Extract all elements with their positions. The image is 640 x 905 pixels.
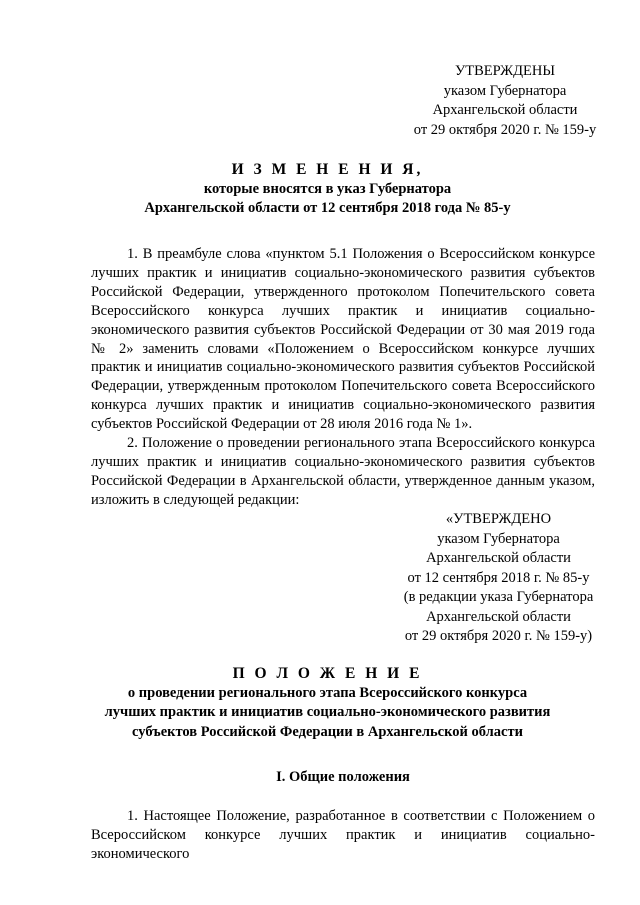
- regulation-title: [90, 664, 565, 742]
- section-paragraphs: [91, 807, 595, 864]
- changes-title-line-2: которые вносятся в указ Губернатора: [203, 180, 452, 197]
- approval-stamp-2: [386, 510, 611, 647]
- approval-line-3: Архангельской области: [432, 102, 578, 118]
- approval2-line-6: Архангельской области: [426, 608, 571, 625]
- approval2-line-1: «УТВЕРЖДЕНО: [445, 511, 552, 527]
- section-heading: I. Общие положения: [276, 769, 410, 785]
- changes-title: [90, 160, 565, 219]
- amendment-paragraphs: [91, 245, 595, 510]
- approval2-line-3: Архангельской области: [426, 550, 571, 566]
- regulation-title-line-4: субъектов Российской Федерации в Архангельской области: [132, 723, 523, 740]
- amendment-paragraph-1: 1. В преамбуле слова «пунктом 5.1 Положения о Всероссийском конкурсе лучших практик и инициатив социально-экономического развития субъектов Российской Федерации, утвержденного протоколом Попечительского совета Всероссийского конкурса лучших практик и инициатив социально-экономического развития субъектов Российской Федерации от 30 мая 2019 года № 2» заменить словами «Положением о Всероссийском конкурсе лучших практик и инициатив социально-экономического развития субъектов Российской Федерации, утвержденным протоколом Попечительского совета Всероссийского конкурса лучших практик и инициатив социально-экономического развития субъектов Российской Федерации от 28 июля 2016 года № 1».: [91, 246, 595, 433]
- regulation-title-line-2: о проведении регионального этапа Всероссийского конкурса: [127, 684, 528, 701]
- approval-stamp: [390, 62, 620, 140]
- approval2-line-4: от 12 сентября 2018 г. № 85-у: [407, 569, 590, 586]
- changes-title-heading: И З М Е Н Е Н И Я,: [231, 161, 424, 178]
- approval2-line-2: указом Губернатора: [437, 530, 560, 547]
- regulation-title-line-3: лучших практик и инициатив социально-экономического развития: [104, 704, 551, 720]
- approval-line-1: УТВЕРЖДЕНЫ: [454, 63, 556, 79]
- section-paragraph-1: 1. Настоящее Положение, разработанное в соответствии с Положением о Всероссийском конкурсе лучших практик и инициатив социально-экономического: [91, 808, 595, 862]
- approval2-line-5: (в редакции указа Губернатора: [403, 589, 594, 605]
- approval-line-4: от 29 октября 2020 г. № 159-у: [413, 121, 597, 138]
- amendment-paragraph-2: 2. Положение о проведении регионального этапа Всероссийского конкурса лучших практик и инициатив социально-экономического развития субъектов Российской Федерации в Архангельской области, утвержденное данным указом, изложить в следующей редакции:: [91, 435, 595, 508]
- approval2-line-7: от 29 октября 2020 г. № 159-у): [404, 628, 593, 644]
- approval-line-2: указом Губернатора: [443, 82, 567, 99]
- changes-title-line-3: Архангельской области от 12 сентября 2018 года № 85-у: [144, 200, 511, 216]
- regulation-title-heading: П О Л О Ж Е Н И Е: [232, 665, 423, 682]
